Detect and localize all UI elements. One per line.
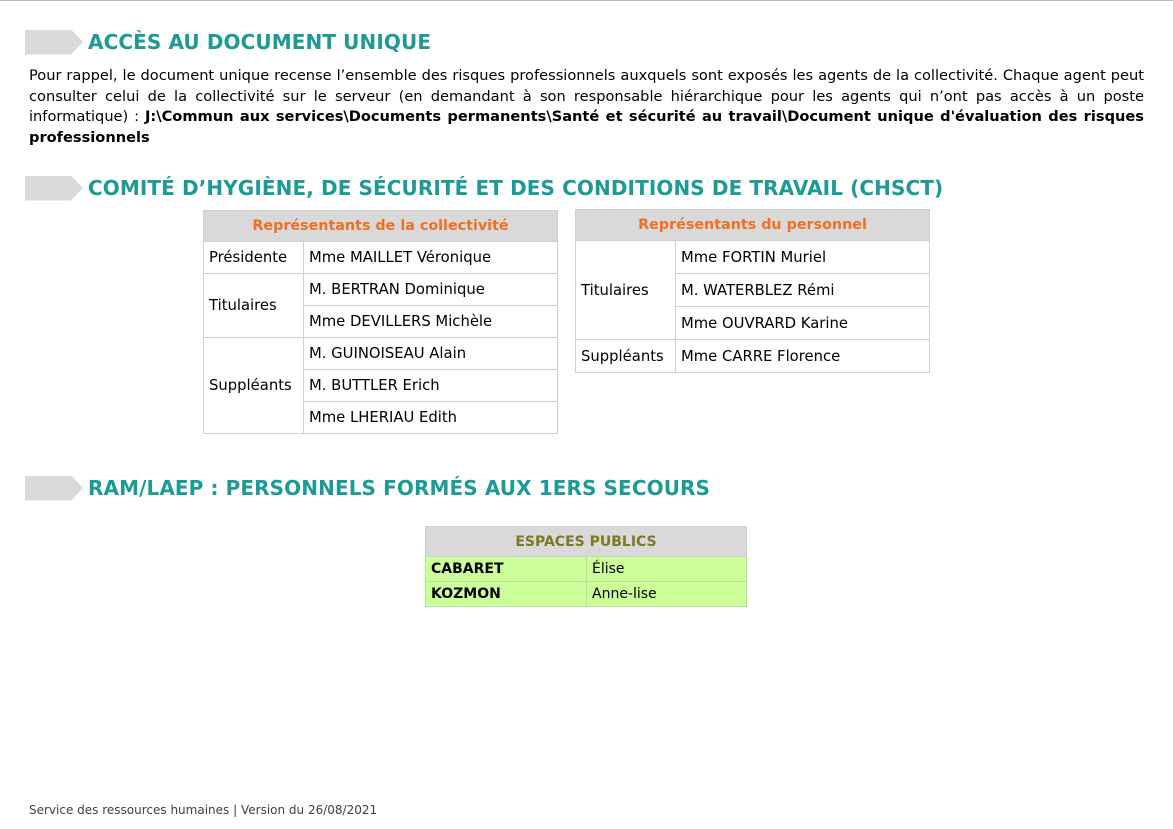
member-name: M. BUTTLER Erich — [304, 370, 558, 402]
collectivite-representatives-table — [203, 210, 558, 434]
member-name: M. BERTRAN Dominique — [304, 274, 558, 306]
section-heading-chsct — [25, 174, 943, 202]
table-row — [204, 338, 558, 370]
page-footer — [29, 803, 377, 817]
section-heading-document-unique — [25, 28, 431, 56]
member-name: M. WATERBLEZ Rémi — [676, 274, 930, 307]
personnel-representatives-table — [575, 209, 930, 373]
document-unique-paragraph — [29, 66, 1144, 148]
first-aid-staff-table — [425, 526, 747, 607]
member-name: Mme LHERIAU Edith — [304, 402, 558, 434]
table-row — [426, 582, 747, 607]
last-name-cell: CABARET — [426, 557, 587, 582]
role-label: Présidente — [204, 242, 304, 274]
table-header-row — [426, 527, 747, 557]
member-name: Mme FORTIN Muriel — [676, 241, 930, 274]
section-title: COMITÉ D’HYGIÈNE, DE SÉCURITÉ ET DES CONDITIONS DE TRAVAIL (CHSCT) — [88, 176, 944, 200]
member-name: Mme MAILLET Véronique — [304, 242, 558, 274]
role-label: Titulaires — [576, 241, 676, 340]
footer-service: Service des ressources humaines — [29, 803, 230, 817]
chevron-arrow-icon — [25, 476, 83, 501]
role-label: Titulaires — [204, 274, 304, 338]
server-path: J:\Commun aux services\Documents permanents\Santé et sécurité au travail\Document unique d'évaluation des risques professionnels — [29, 108, 1144, 146]
section-title: RAM/LAEP : PERSONNELS FORMÉS AUX 1ERS SECOURS — [88, 476, 711, 500]
table-header: Représentants de la collectivité — [204, 211, 558, 242]
first-name-cell: Élise — [587, 557, 747, 582]
section-heading-premiers-secours — [25, 474, 710, 502]
table-header: ESPACES PUBLICS — [426, 527, 747, 557]
role-label: Suppléants — [576, 340, 676, 373]
chevron-arrow-icon — [25, 176, 83, 201]
last-name-cell: KOZMON — [426, 582, 587, 607]
member-name: Mme OUVRARD Karine — [676, 307, 930, 340]
top-rule — [0, 0, 1173, 1]
table-row — [576, 340, 930, 373]
member-name: Mme CARRE Florence — [676, 340, 930, 373]
member-name: M. GUINOISEAU Alain — [304, 338, 558, 370]
footer-separator: | — [233, 803, 238, 817]
table-header: Représentants du personnel — [576, 210, 930, 241]
paragraph-text: Pour rappel, le document unique recense l’ensemble des risques professionnels auxquels sont exposés les agents de la collectivité. Chaque agent peut consulter celui de la collectivité sur le serveur (en demandant à son responsable hiérarchique pour les agents qui n’ont pas accès à un poste informatique) : — [29, 67, 1144, 125]
role-label: Suppléants — [204, 338, 304, 434]
member-name: Mme DEVILLERS Michèle — [304, 306, 558, 338]
table-header-row — [576, 210, 930, 241]
footer-version: Version du 26/08/2021 — [240, 803, 378, 817]
table-row — [576, 241, 930, 274]
first-name-cell: Anne-lise — [587, 582, 747, 607]
table-row — [204, 274, 558, 306]
chevron-arrow-icon — [25, 30, 83, 55]
table-row — [426, 557, 747, 582]
section-title: ACCÈS AU DOCUMENT UNIQUE — [88, 30, 432, 54]
table-row — [204, 242, 558, 274]
table-header-row — [204, 211, 558, 242]
